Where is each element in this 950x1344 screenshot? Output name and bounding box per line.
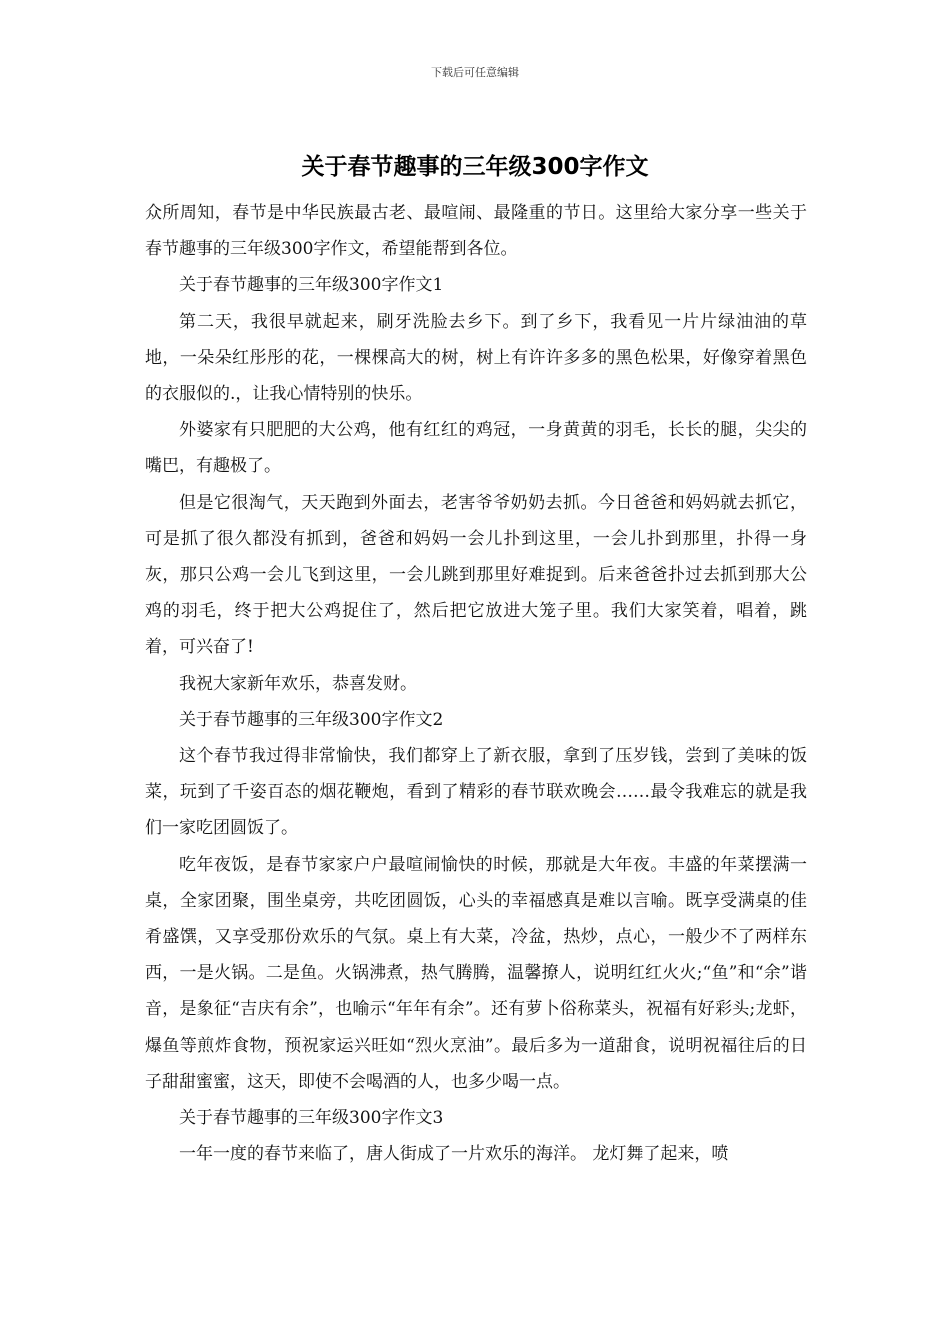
intro-paragraph: 众所周知，春节是中华民族最古老、最喧闹、最隆重的节日。这里给大家分享一些关于春节趣事的三年级300字作文，希望能帮到各位。 [145,203,807,260]
header-note: 下载后可任意编辑 [431,66,519,79]
essay-2-heading: 关于春节趣事的三年级300字作文2 [179,709,444,730]
essay-2-paragraph-2: 吃年夜饭，是春节家家户户最喧闹愉快的时候，那就是大年夜。丰盛的年菜摆满一桌，全家团聚，围坐桌旁，共吃团圆饭，心头的幸福感真是难以言喻。既享受满桌的佳肴盛馔，又享受那份欢乐的气氛。桌上有大菜，冷盆，热炒，点心，一般少不了两样东西，一是火锅。二是鱼。火锅沸煮，热气腾腾，温馨撩人，说明红红火火;“鱼”和“余”谐音，是象征“吉庆有余”，也喻示“年年有余”。还有萝卜俗称菜头，祝福有好彩头;龙虾，爆鱼等煎炸食物，预祝家运兴旺如“烈火烹油”。最后多为一道甜食，说明祝福往后的日子甜甜蜜蜜，这天，即使不会喝酒的人，也多少喝一点。 [145,854,807,1092]
essay-1-paragraph-2: 外婆家有只肥肥的大公鸡，他有红红的鸡冠，一身黄黄的羽毛，长长的腿，尖尖的嘴巴，有趣极了。 [145,420,807,477]
essay-3-heading: 关于春节趣事的三年级300字作文3 [179,1108,444,1129]
essay-3-paragraph-1: 一年一度的春节来临了，唐人街成了一片欢乐的海洋。 龙灯舞了起来，喷 [179,1144,729,1165]
essay-1-paragraph-4: 我祝大家新年欢乐，恭喜发财。 [179,673,417,694]
essay-1-heading: 关于春节趣事的三年级300字作文1 [179,275,444,296]
essay-1-paragraph-3: 但是它很淘气，天天跑到外面去，老害爷爷奶奶去抓。今日爸爸和妈妈就去抓它，可是抓了很久都没有抓到，爸爸和妈妈一会儿扑到这里，一会儿扑到那里，扑得一身灰，那只公鸡一会儿飞到这里，一会儿跳到那里好难捉到。后来爸爸扑过去抓到那大公鸡的羽毛，终于把大公鸡捉住了，然后把它放进大笼子里。我们大家笑着，唱着，跳着，可兴奋了! [145,492,807,658]
document-title: 关于春节趣事的三年级300字作文 [301,154,649,180]
essay-1-paragraph-1: 第二天，我很早就起来，刷牙洗脸去乡下。到了乡下，我看见一片片绿油油的草地，一朵朵红彤彤的花，一棵棵高大的树，树上有许许多多的黑色松果，好像穿着黑色的衣服似的.，让我心情特别的快乐。 [145,311,807,405]
document-body [145,195,807,1172]
essay-2-paragraph-1: 这个春节我过得非常愉快，我们都穿上了新衣服，拿到了压岁钱，尝到了美味的饭菜，玩到了千姿百态的烟花鞭炮，看到了精彩的春节联欢晚会……最令我难忘的就是我们一家吃团圆饭了。 [145,746,807,839]
